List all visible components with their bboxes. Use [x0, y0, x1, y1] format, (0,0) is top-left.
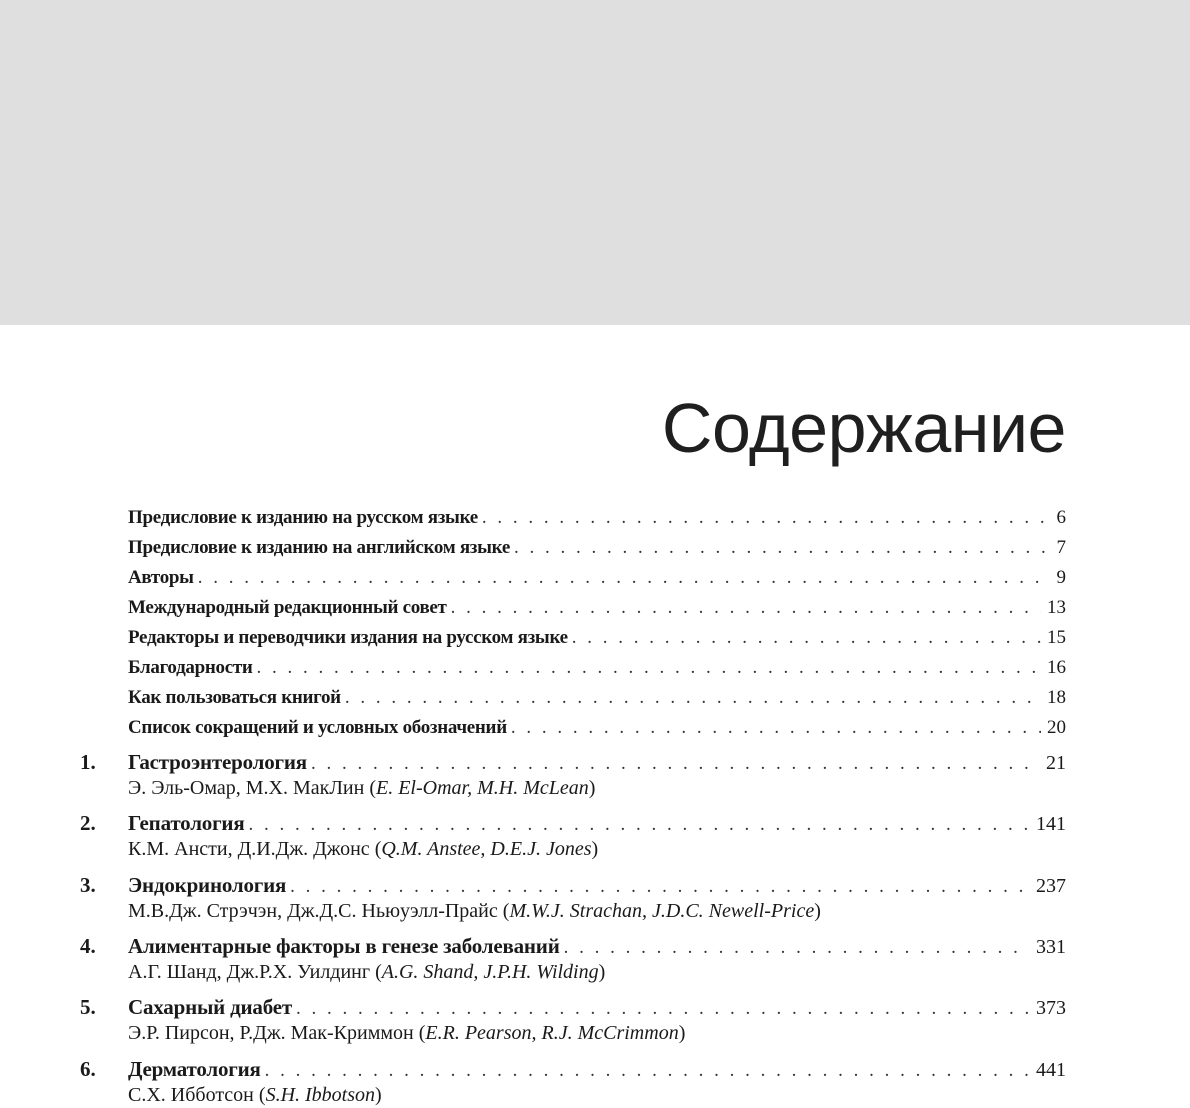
toc-entry[interactable] — [128, 655, 1066, 681]
toc-entry[interactable] — [128, 715, 1066, 741]
leader-dots — [265, 1057, 1030, 1084]
leader-dots — [311, 750, 1040, 777]
chapter-authors: Э.Р. Пирсон, Р.Дж. Мак-Криммон (E.R. Pearson, R.J. McCrimmon) — [128, 1022, 686, 1044]
toc-entry[interactable] — [128, 685, 1066, 711]
authors-latin: M.W.J. Strachan, J.D.C. Newell-Price — [509, 900, 815, 922]
toc-chapter[interactable] — [80, 994, 1066, 1046]
chapter-title: Эндокринология — [128, 873, 287, 897]
leader-dots — [482, 505, 1051, 531]
toc-entry-label: Как пользоваться книгой — [128, 687, 341, 708]
toc-page-number: 16 — [1047, 657, 1066, 678]
chapter-title: Алиментарные факторы в генезе заболеваний — [128, 934, 560, 958]
toc-page-number: 441 — [1036, 1059, 1066, 1081]
chapter-authors: А.Г. Шанд, Дж.Р.Х. Уилдинг (A.G. Shand, J.P.H. Wilding) — [128, 961, 606, 983]
chapter-number: 3. — [80, 873, 96, 897]
toc-entry[interactable] — [128, 565, 1066, 591]
authors-russian: Э. Эль-Омар, М.Х. МакЛин — [128, 777, 365, 799]
toc-entry[interactable] — [128, 535, 1066, 561]
chapter-title: Гастроэнтерология — [128, 750, 307, 774]
leader-dots — [514, 535, 1051, 561]
toc-page-number: 7 — [1056, 537, 1066, 558]
toc-entry-label: Предисловие к изданию на русском языке — [128, 507, 478, 528]
toc-page-number: 15 — [1047, 627, 1066, 648]
toc-entry[interactable] — [128, 505, 1066, 531]
toc-page-number: 373 — [1036, 997, 1066, 1019]
header-band — [0, 0, 1190, 325]
authors-russian: А.Г. Шанд, Дж.Р.Х. Уилдинг — [128, 961, 371, 983]
chapter-authors: К.М. Ансти, Д.И.Дж. Джонс (Q.M. Anstee, D.E.J. Jones) — [128, 838, 599, 860]
chapter-number: 2. — [80, 811, 96, 835]
authors-russian: Э.Р. Пирсон, Р.Дж. Мак-Криммон — [128, 1022, 414, 1044]
chapter-title: Сахарный диабет — [128, 995, 292, 1019]
page-title: Содержание — [661, 389, 1066, 467]
toc-page-number: 331 — [1036, 936, 1066, 958]
toc-page-number: 13 — [1047, 597, 1066, 618]
toc-page-number: 237 — [1036, 875, 1066, 897]
toc-chapter[interactable] — [80, 933, 1066, 985]
toc-page-number: 9 — [1056, 567, 1066, 588]
toc-chapter[interactable] — [80, 1056, 1066, 1108]
leader-dots — [257, 655, 1041, 681]
chapter-number: 4. — [80, 934, 96, 958]
authors-latin: S.H. Ibbotson — [265, 1084, 376, 1106]
toc-page-number: 21 — [1046, 752, 1066, 774]
chapter-title: Гепатология — [128, 811, 245, 835]
toc-entry-label: Предисловие к изданию на английском языке — [128, 537, 510, 558]
authors-russian: С.Х. Ибботсон — [128, 1084, 254, 1106]
authors-latin: A.G. Shand, J.P.H. Wilding — [381, 961, 599, 983]
toc-chapter[interactable] — [80, 749, 1066, 801]
toc-page-number: 141 — [1036, 813, 1066, 835]
leader-dots — [451, 595, 1041, 621]
toc-page-number: 20 — [1047, 717, 1066, 738]
toc-entry[interactable] — [128, 625, 1066, 651]
chapter-authors: М.В.Дж. Стрэчэн, Дж.Д.С. Ньюуэлл-Прайс (M.W.J. Strachan, J.D.C. Newell-Price) — [128, 900, 821, 922]
toc-entry-label: Международный редакционный совет — [128, 597, 447, 618]
authors-russian: М.В.Дж. Стрэчэн, Дж.Д.С. Ньюуэлл-Прайс — [128, 900, 498, 922]
leader-dots — [564, 934, 1030, 961]
authors-latin: E.R. Pearson, R.J. McCrimmon — [425, 1022, 679, 1044]
chapter-title: Дерматология — [128, 1057, 261, 1081]
toc-entry-label: Список сокращений и условных обозначений — [128, 717, 507, 738]
authors-russian: К.М. Ансти, Д.И.Дж. Джонс — [128, 838, 370, 860]
leader-dots — [511, 715, 1041, 741]
leader-dots — [290, 873, 1030, 900]
leader-dots — [198, 565, 1051, 591]
toc-entry[interactable] — [128, 595, 1066, 621]
chapter-authors: С.Х. Ибботсон (S.H. Ibbotson) — [128, 1084, 382, 1106]
leader-dots — [345, 685, 1041, 711]
toc-chapter[interactable] — [80, 810, 1066, 862]
leader-dots — [248, 811, 1030, 838]
chapter-number: 1. — [80, 750, 96, 774]
toc-entry-label: Редакторы и переводчики издания на русском языке — [128, 627, 568, 648]
authors-latin: E. El-Omar, M.H. McLean — [376, 777, 589, 799]
toc-entry-label: Авторы — [128, 567, 194, 588]
leader-dots — [572, 625, 1041, 651]
chapter-number: 5. — [80, 995, 96, 1019]
toc-page-number: 18 — [1047, 687, 1066, 708]
toc-entry-label: Благодарности — [128, 657, 253, 678]
toc-chapter[interactable] — [80, 872, 1066, 924]
chapter-number: 6. — [80, 1057, 96, 1081]
authors-latin: Q.M. Anstee, D.E.J. Jones — [381, 838, 592, 860]
toc-page-number: 6 — [1056, 507, 1066, 528]
leader-dots — [296, 995, 1030, 1022]
chapter-authors: Э. Эль-Омар, М.Х. МакЛин (E. El-Omar, M.H. McLean) — [128, 777, 596, 799]
